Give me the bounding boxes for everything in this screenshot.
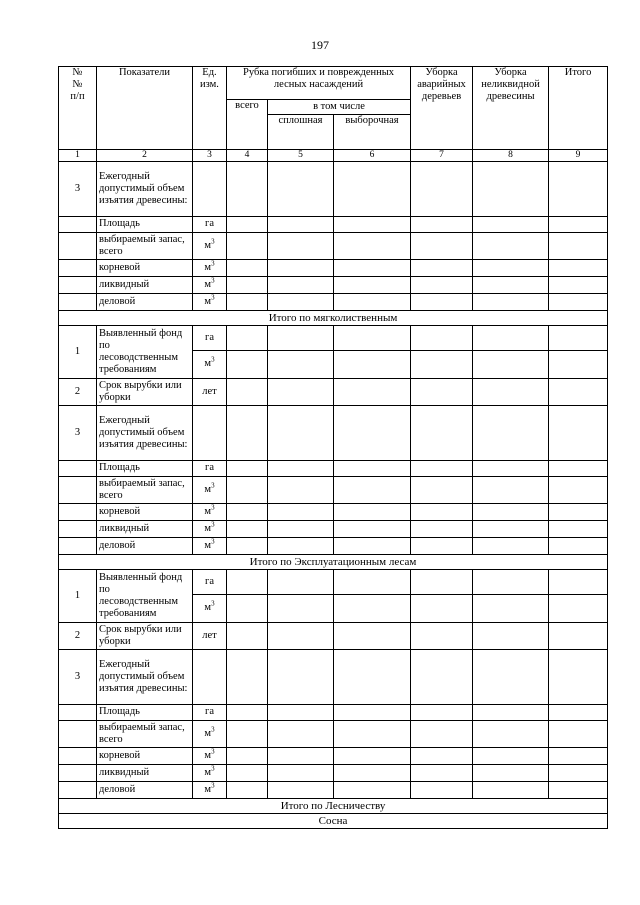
- section-title: Итого по мягколиственным: [59, 311, 608, 326]
- unit-m: м: [204, 522, 212, 534]
- index-cell: 5: [268, 150, 334, 162]
- row-number: 1: [59, 326, 97, 379]
- table-row: [59, 294, 608, 311]
- index-row: [59, 150, 608, 162]
- table-row: [59, 782, 608, 799]
- table-row: [59, 705, 608, 721]
- row-unit: [193, 233, 227, 260]
- unit-exp: 3: [211, 481, 215, 490]
- unit-exp: 3: [211, 355, 215, 364]
- table-row: [59, 406, 608, 461]
- table-row: [59, 504, 608, 521]
- row-label: выбираемый запас, всего: [97, 477, 193, 504]
- row-label: деловой: [97, 538, 193, 555]
- row-number: 3: [59, 162, 97, 217]
- unit-exp: 3: [211, 259, 215, 268]
- index-cell: 7: [411, 150, 473, 162]
- row-label: корневой: [97, 260, 193, 277]
- row-label: ликвидный: [97, 765, 193, 782]
- table-row: [59, 765, 608, 782]
- row-unit: [193, 406, 227, 461]
- section-title: Сосна: [59, 814, 608, 829]
- unit-m: м: [204, 749, 212, 761]
- row-unit: [193, 477, 227, 504]
- row-label: выбираемый запас, всего: [97, 721, 193, 748]
- index-cell: 6: [334, 150, 411, 162]
- row-unit: лет: [193, 623, 227, 650]
- table-row: [59, 277, 608, 294]
- unit-exp: 3: [211, 503, 215, 512]
- header-indicators: Показатели: [97, 67, 193, 150]
- section-title: Итого по Эксплуатационным лесам: [59, 555, 608, 570]
- table-row: [59, 538, 608, 555]
- section-title: Итого по Лесничеству: [59, 799, 608, 814]
- unit-m: м: [204, 602, 212, 614]
- row-unit: га: [193, 461, 227, 477]
- header-emergency: Уборка аварийных деревьев: [411, 67, 473, 150]
- row-unit: [193, 782, 227, 799]
- index-cell: 9: [549, 150, 608, 162]
- report-table: [58, 66, 608, 829]
- unit-m: м: [204, 505, 212, 517]
- row-label: Выявленный фонд по лесоводственным требованиям: [97, 326, 193, 379]
- row-unit: [193, 595, 227, 623]
- table-row: [59, 650, 608, 705]
- index-cell: 2: [97, 150, 193, 162]
- row-number: 1: [59, 570, 97, 623]
- header-selective: выборочная: [334, 115, 411, 150]
- table-row: [59, 570, 608, 595]
- row-label: Выявленный фонд по лесоводственным требованиям: [97, 570, 193, 623]
- row-unit: [193, 294, 227, 311]
- row-label: Площадь: [97, 461, 193, 477]
- unit-exp: 3: [211, 747, 215, 756]
- row-label: Ежегодный допустимый объем изъятия древесины:: [97, 406, 193, 461]
- unit-m: м: [204, 783, 212, 795]
- table-row: [59, 379, 608, 406]
- row-unit: [193, 277, 227, 294]
- table-row: [59, 260, 608, 277]
- row-number: 2: [59, 379, 97, 406]
- row-label: деловой: [97, 782, 193, 799]
- header-total: Итого: [549, 67, 608, 150]
- row-unit: [193, 538, 227, 555]
- row-number: 2: [59, 623, 97, 650]
- row-number: 3: [59, 406, 97, 461]
- unit-exp: 3: [211, 599, 215, 608]
- row-label: Площадь: [97, 705, 193, 721]
- unit-exp: 3: [211, 537, 215, 546]
- table-row: [59, 748, 608, 765]
- row-unit: [193, 260, 227, 277]
- unit-exp: 3: [211, 293, 215, 302]
- unit-m: м: [204, 295, 212, 307]
- unit-exp: 3: [211, 276, 215, 285]
- unit-m: м: [204, 278, 212, 290]
- table-row: [59, 162, 608, 217]
- index-cell: 1: [59, 150, 97, 162]
- index-cell: 8: [473, 150, 549, 162]
- row-unit: лет: [193, 379, 227, 406]
- row-label: Срок вырубки или уборки: [97, 623, 193, 650]
- section-row: [59, 555, 608, 570]
- row-label: выбираемый запас, всего: [97, 233, 193, 260]
- header-unit: Ед. изм.: [193, 67, 227, 150]
- unit-m: м: [204, 239, 212, 251]
- row-unit: га: [193, 705, 227, 721]
- unit-exp: 3: [211, 764, 215, 773]
- row-label: Ежегодный допустимый объем изъятия древесины:: [97, 162, 193, 217]
- row-number: 3: [59, 650, 97, 705]
- table-row: [59, 326, 608, 351]
- row-unit: га: [193, 217, 227, 233]
- unit-exp: 3: [211, 520, 215, 529]
- unit-m: м: [204, 539, 212, 551]
- table-row: [59, 521, 608, 538]
- row-label: деловой: [97, 294, 193, 311]
- row-label: корневой: [97, 504, 193, 521]
- header-including: в том числе: [268, 100, 411, 115]
- unit-m: м: [204, 766, 212, 778]
- row-unit: [193, 162, 227, 217]
- row-unit: га: [193, 570, 227, 595]
- row-unit: [193, 748, 227, 765]
- row-unit: [193, 721, 227, 748]
- row-label: Площадь: [97, 217, 193, 233]
- header-illiquid: Уборка неликвидной древесины: [473, 67, 549, 150]
- header-no: № № п/п: [59, 67, 97, 150]
- section-row: [59, 311, 608, 326]
- table-row: [59, 623, 608, 650]
- row-label: Ежегодный допустимый объем изъятия древесины:: [97, 650, 193, 705]
- row-label: Срок вырубки или уборки: [97, 379, 193, 406]
- header-clear: сплошная: [268, 115, 334, 150]
- table-row: [59, 721, 608, 748]
- row-unit: [193, 650, 227, 705]
- unit-exp: 3: [211, 237, 215, 246]
- unit-m: м: [204, 358, 212, 370]
- row-unit: га: [193, 326, 227, 351]
- row-unit: [193, 521, 227, 538]
- header-all: всего: [227, 100, 268, 150]
- header-felling: Рубка погибших и поврежденных лесных насаждений: [227, 67, 411, 100]
- unit-exp: 3: [211, 781, 215, 790]
- unit-m: м: [204, 483, 212, 495]
- page-number: 197: [311, 38, 329, 52]
- unit-m: м: [204, 261, 212, 273]
- section-row: [59, 799, 608, 814]
- row-label: корневой: [97, 748, 193, 765]
- row-unit: [193, 351, 227, 379]
- unit-exp: 3: [211, 725, 215, 734]
- row-label: ликвидный: [97, 521, 193, 538]
- row-unit: [193, 504, 227, 521]
- index-cell: 4: [227, 150, 268, 162]
- table-row: [59, 233, 608, 260]
- table-row: [59, 477, 608, 504]
- table-row: [59, 217, 608, 233]
- unit-m: м: [204, 727, 212, 739]
- section-row: [59, 814, 608, 829]
- row-label: ликвидный: [97, 277, 193, 294]
- table-row: [59, 461, 608, 477]
- row-unit: [193, 765, 227, 782]
- index-cell: 3: [193, 150, 227, 162]
